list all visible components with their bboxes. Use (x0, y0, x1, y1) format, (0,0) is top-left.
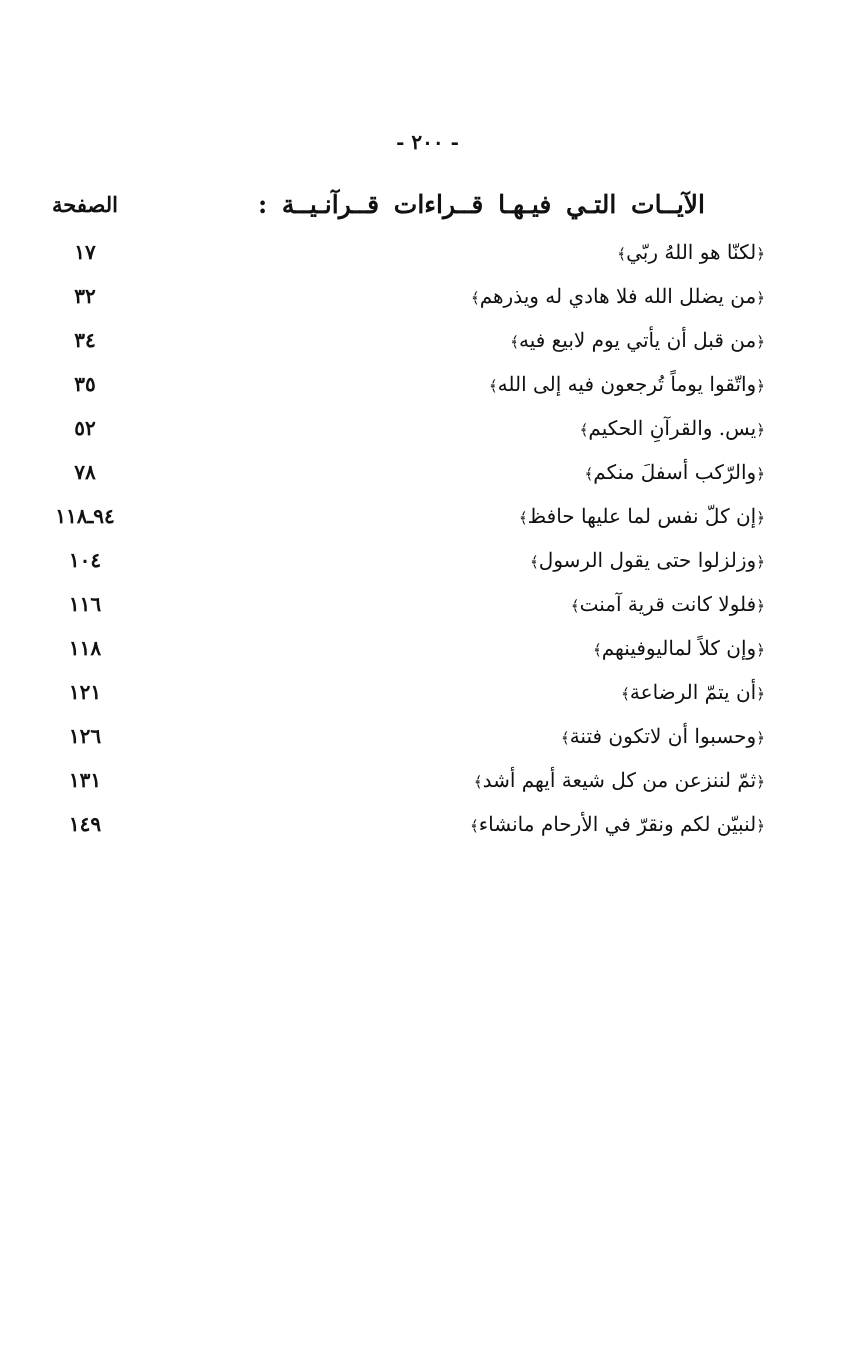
table-row (40, 406, 765, 450)
table-row (40, 230, 765, 274)
ornate-bracket-close: ﴾ (617, 245, 627, 263)
table-row (40, 670, 765, 714)
page-ref: ٩٤ـ١١٨ (55, 504, 115, 528)
ornate-bracket-open: ﴿ (756, 773, 765, 791)
verse-label: وإن كلاً لماليوفينهم (601, 636, 757, 660)
table-header (40, 178, 765, 230)
table-row (40, 362, 765, 406)
table-row (40, 582, 765, 626)
verse-text (130, 548, 765, 572)
page-ref: ٥٢ (74, 416, 96, 440)
page-column-header: الصفحة (52, 191, 118, 217)
verse-label: واتّقوا يوماً تُرجعون فيه إلى الله (497, 372, 757, 396)
page-ref: ١٣١ (68, 768, 102, 792)
page-ref: ١١٨ (68, 636, 102, 660)
verse-text (130, 328, 765, 352)
verse-label: ثمّ لننزعن من كل شيعة أيهم أشد (482, 768, 757, 792)
table-row (40, 318, 765, 362)
verse-text (130, 812, 765, 836)
page-ref: ١٢٦ (68, 724, 102, 748)
verse-text (130, 592, 765, 616)
ornate-bracket-open: ﴿ (756, 421, 765, 439)
table-row (40, 626, 765, 670)
verse-text (130, 724, 765, 748)
ornate-bracket-close: ﴾ (469, 817, 479, 835)
section-title: الآيــات التـي فيـهـا قــراءات قــرآنـيــة : (257, 189, 705, 219)
verse-text (130, 372, 765, 396)
page-ref: ٣٤ (74, 328, 96, 352)
verse-label: إن كلّ نفس لما عليها حافظ (527, 504, 757, 528)
page-ref: ٧٨ (74, 460, 96, 484)
ornate-bracket-open: ﴿ (756, 509, 765, 527)
ornate-bracket-close: ﴾ (579, 421, 589, 439)
ornate-bracket-close: ﴾ (510, 333, 519, 351)
page-ref: ٣٥ (74, 372, 96, 396)
verse-label: لنبيّن لكم ونقرّ في الأرحام مانشاء (478, 812, 757, 836)
page-ref: ١٧ (74, 240, 96, 264)
ornate-bracket-close: ﴾ (473, 773, 483, 791)
ornate-bracket-open: ﴿ (756, 641, 765, 659)
ornate-bracket-close: ﴾ (621, 685, 630, 703)
verse-label: فلولا كانت قرية آمنت (579, 592, 757, 616)
ornate-bracket-open: ﴿ (756, 245, 765, 263)
verse-label: من يضلل الله فلا هادي له ويذرهم (479, 284, 757, 308)
table-row (40, 758, 765, 802)
table-row (40, 450, 765, 494)
ornate-bracket-open: ﴿ (756, 377, 765, 395)
verse-label: أن يتمّ الرضاعة (629, 680, 757, 704)
page-ref: ١١٦ (68, 592, 102, 616)
verse-label: وحسبوا أن لاتكون فتنة (569, 724, 757, 748)
page-ref: ١٢١ (68, 680, 102, 704)
verse-label: والرّكب أسفلَ منكم (593, 460, 757, 484)
page-ref: ١٤٩ (68, 812, 102, 836)
table-row (40, 538, 765, 582)
ornate-bracket-close: ﴾ (529, 553, 539, 571)
table-row (40, 494, 765, 538)
ornate-bracket-close: ﴾ (570, 597, 580, 615)
verse-text (130, 680, 765, 704)
ornate-bracket-open: ﴿ (756, 333, 765, 351)
ornate-bracket-close: ﴾ (518, 509, 528, 527)
ornate-bracket-close: ﴾ (560, 729, 570, 747)
verse-label: لكنّا هو اللهُ ربّي (626, 240, 757, 264)
ornate-bracket-open: ﴿ (756, 289, 765, 307)
ornate-bracket-close: ﴾ (584, 465, 594, 483)
verse-text (130, 504, 765, 528)
ornate-bracket-close: ﴾ (470, 289, 480, 307)
ornate-bracket-close: ﴾ (488, 377, 498, 395)
ornate-bracket-open: ﴿ (756, 553, 765, 571)
page-ref: ٣٢ (74, 284, 96, 308)
verse-text (130, 636, 765, 660)
ornate-bracket-open: ﴿ (756, 729, 765, 747)
ornate-bracket-open: ﴿ (756, 685, 765, 703)
verse-text (130, 284, 765, 308)
table-row (40, 714, 765, 758)
table-row (40, 274, 765, 318)
verse-text (130, 768, 765, 792)
ornate-bracket-open: ﴿ (756, 465, 765, 483)
verse-label: وزلزلوا حتى يقول الرسول (538, 548, 757, 572)
verse-text (130, 460, 765, 484)
page-number: - ٢٠٠ - (396, 130, 459, 154)
entries-list (40, 230, 765, 846)
verse-text (130, 416, 765, 440)
ornate-bracket-open: ﴿ (756, 817, 765, 835)
verses-index-table (40, 178, 765, 846)
ornate-bracket-close: ﴾ (592, 641, 602, 659)
verse-label: من قبل أن يأتي يوم لابيع فيه (518, 328, 757, 352)
ornate-bracket-open: ﴿ (756, 597, 765, 615)
page-ref: ١٠٤ (68, 548, 102, 572)
verse-label: يس. والقرآنِ الحكيم (588, 416, 757, 440)
verse-text (130, 240, 765, 264)
table-row (40, 802, 765, 846)
